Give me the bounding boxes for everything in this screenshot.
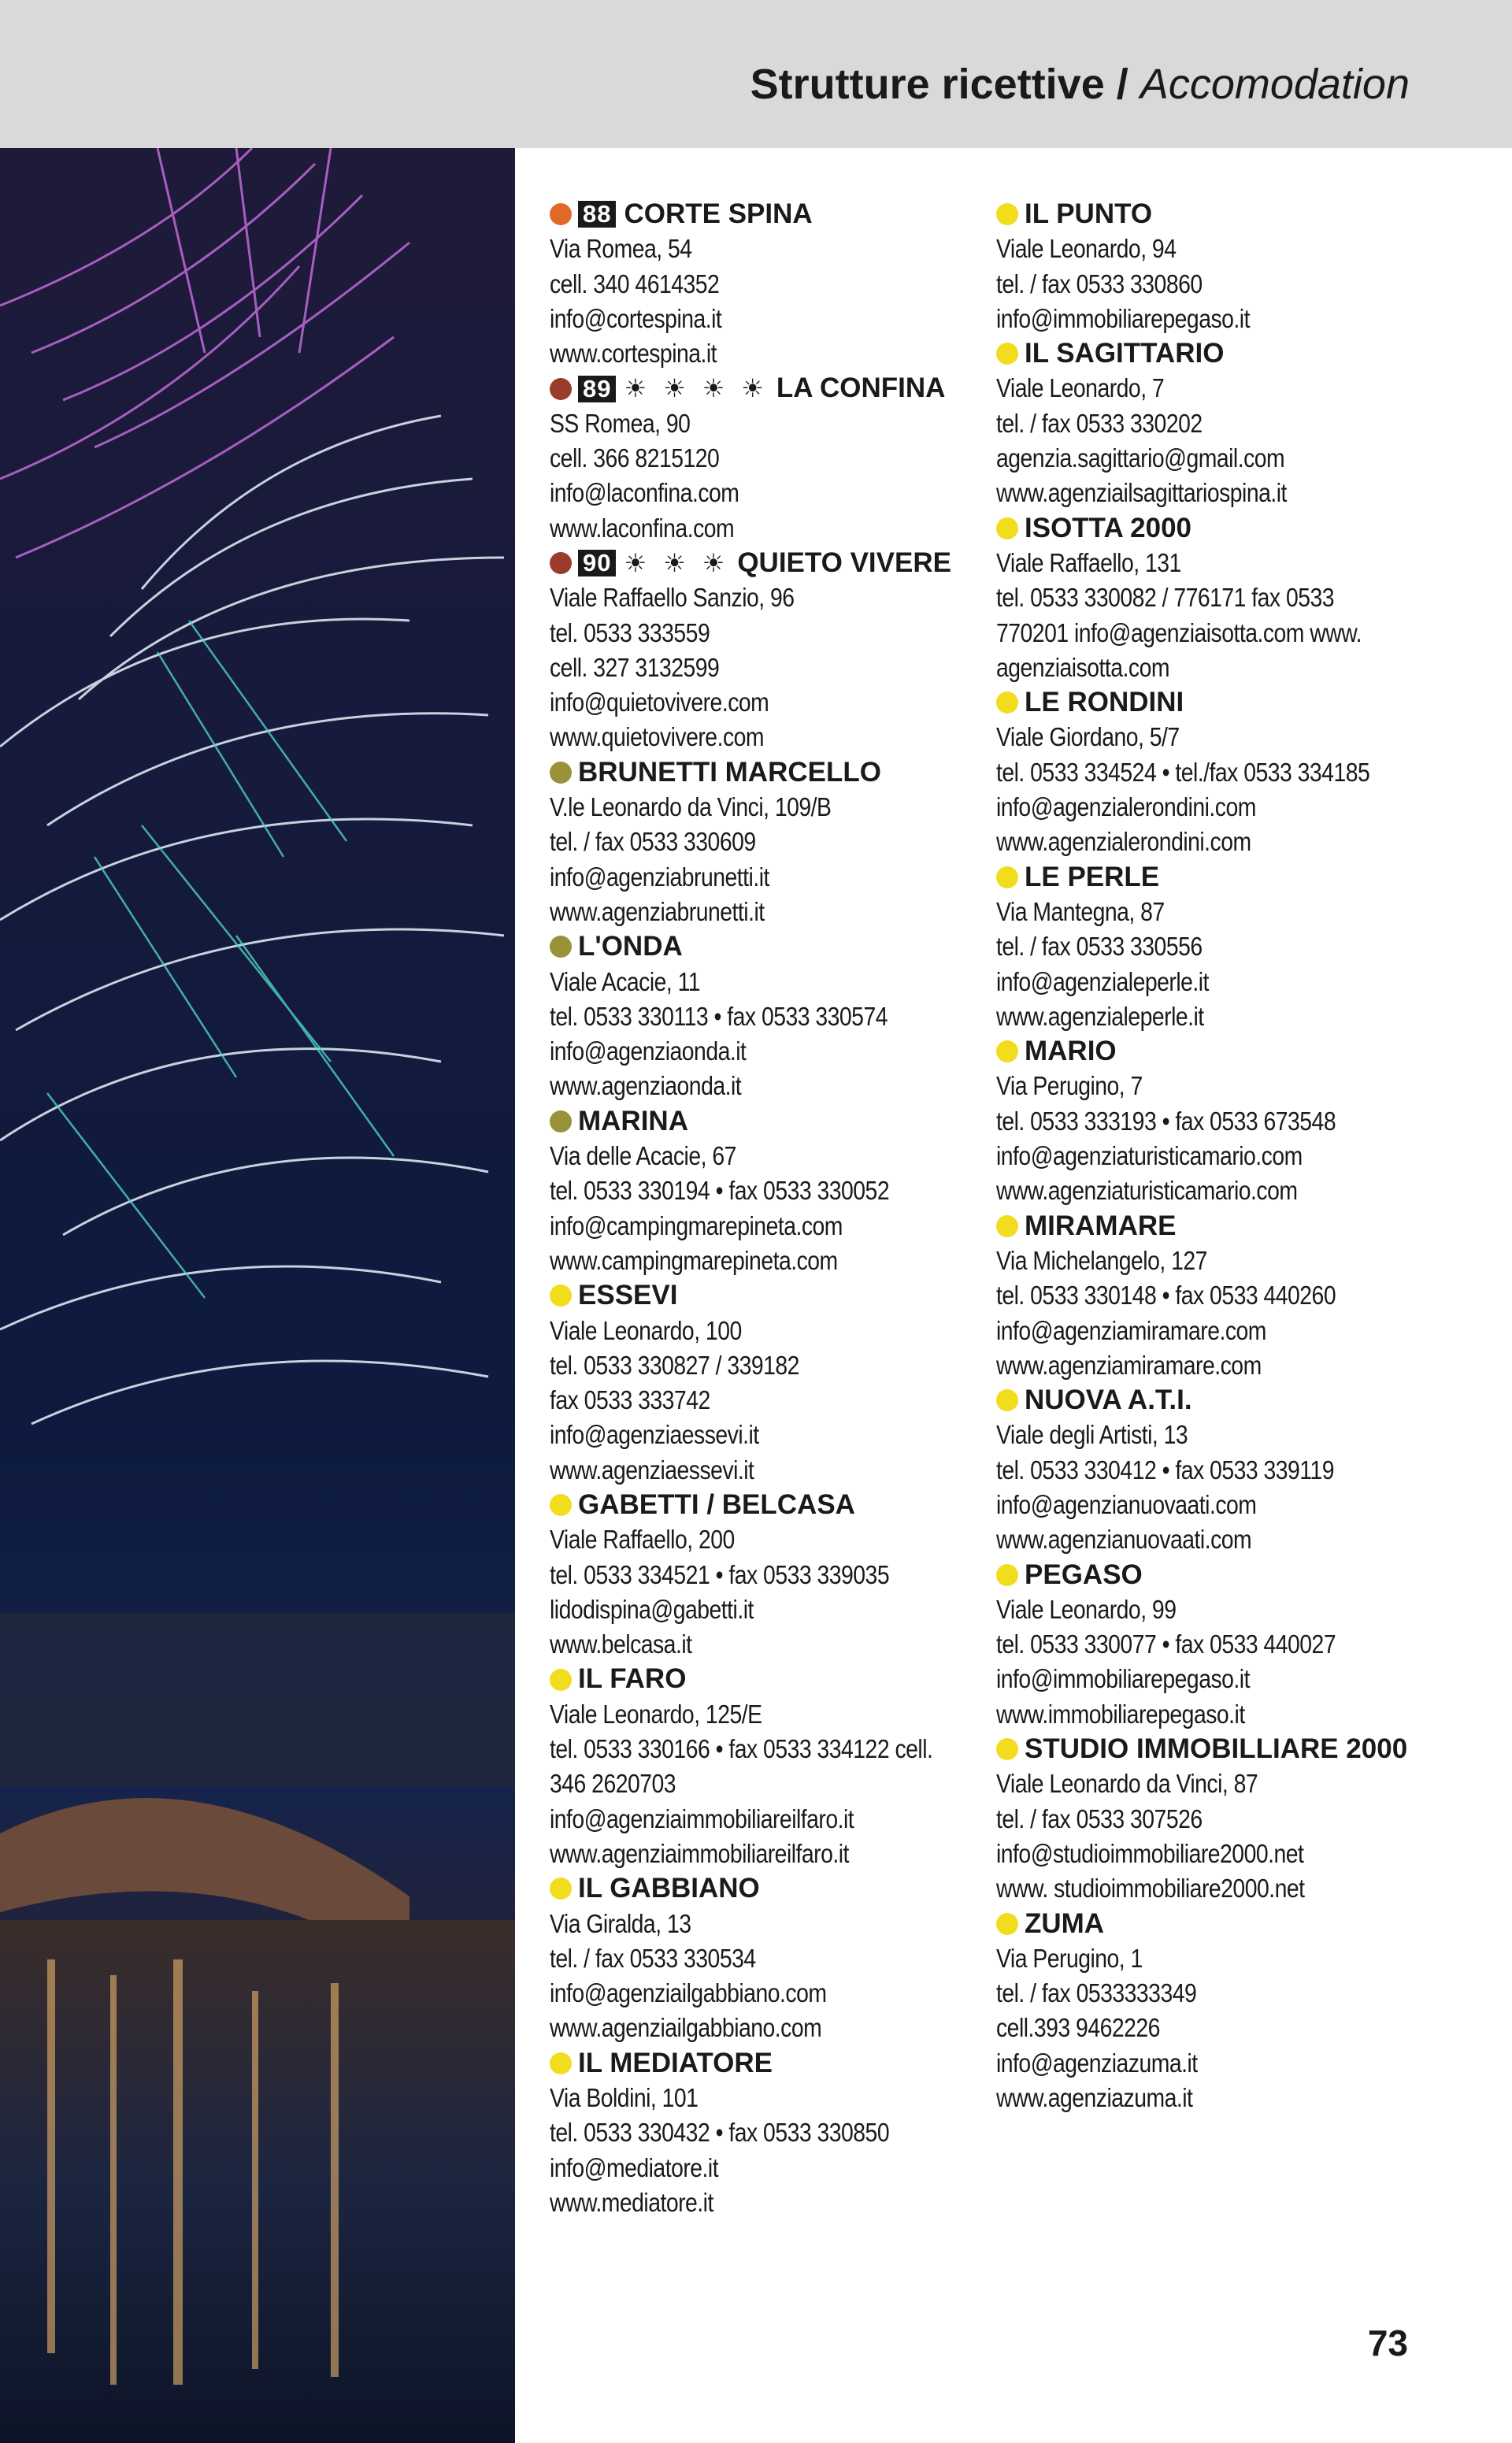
listing-detail-text: www.agenzialerondini.com: [996, 827, 1251, 857]
listing-entry: [550, 1278, 1022, 1488]
listing-detail-line: [996, 232, 1469, 266]
listing-detail-text: info@quietovivere.com: [550, 688, 769, 717]
listing-detail-line: [550, 685, 1022, 720]
listing-entry: [996, 197, 1469, 336]
listing-heading: [550, 1278, 1022, 1313]
listing-detail-text: Viale Leonardo, 125/E: [550, 1699, 762, 1729]
listing-detail-line: [550, 1453, 1022, 1488]
listing-detail-text: info@agenziailgabbiano.com: [550, 1978, 827, 2008]
listing-heading: [550, 546, 1022, 580]
listing-entry: [996, 1034, 1469, 1208]
listing-detail-line: [550, 1766, 1022, 1801]
listing-detail-text: Via Michelangelo, 127: [996, 1245, 1207, 1275]
listing-detail-line: [996, 1488, 1469, 1522]
listing-detail-line: [996, 1766, 1469, 1801]
listing-detail-text: Viale Leonardo, 100: [550, 1315, 742, 1345]
listing-detail-text: info@immobiliarepegaso.it: [996, 303, 1250, 333]
listing-detail-line: [996, 1348, 1469, 1383]
listing-detail-line: [996, 965, 1469, 999]
fireworks-illustration: [0, 148, 515, 2443]
listing-detail-line: [996, 755, 1469, 790]
listing-detail-text: Viale Raffaello, 200: [550, 1525, 735, 1555]
listing-detail-text: www.agenziailgabbiano.com: [550, 2013, 822, 2043]
listing-detail-text: www. studioimmobiliare2000.net: [996, 1874, 1305, 1904]
listing-detail-text: www.agenzianuovaati.com: [996, 1525, 1252, 1555]
listing-detail-text: info@agenziaturisticamario.com: [996, 1141, 1303, 1171]
listing-detail-text: Via Perugino, 1: [996, 1943, 1143, 1973]
listing-heading: [996, 685, 1469, 720]
listing-detail-line: [550, 1802, 1022, 1837]
listing-detail-line: [550, 1383, 1022, 1418]
listing-heading: [996, 511, 1469, 546]
listing-detail-line: [550, 1034, 1022, 1069]
listing-detail-text: tel. 0533 333559: [550, 617, 710, 647]
listing-detail-text: info@campingmarepineta.com: [550, 1210, 843, 1240]
listing-name: MARIO: [1025, 1036, 1117, 1067]
listing-detail-line: [996, 1173, 1469, 1208]
listing-detail-text: Via Perugino, 7: [996, 1071, 1143, 1101]
listing-detail-line: [550, 860, 1022, 895]
category-dot-icon: [550, 378, 572, 400]
listing-detail-line: [996, 1976, 1469, 2011]
listing-detail-text: info@agenziazuma.it: [996, 2048, 1198, 2078]
listing-detail-text: tel. / fax 0533 307526: [996, 1804, 1203, 1833]
listing-entry: [550, 2046, 1022, 2220]
star-rating-sun-icons: ☀ ☀ ☀ ☀: [624, 374, 769, 403]
listing-detail-text: Via Boldini, 101: [550, 2083, 699, 2113]
category-dot-icon: [996, 1564, 1018, 1586]
listing-detail-text: tel. 0533 330113 • fax 0533 330574: [550, 1001, 888, 1031]
listing-detail-text: www.cortespina.it: [550, 339, 717, 369]
listing-heading: [996, 1732, 1469, 1766]
listing-heading: [996, 1907, 1469, 1941]
listing-name: BRUNETTI MARCELLO: [578, 756, 881, 788]
listing-detail-text: info@agenzialeperle.it: [996, 966, 1209, 996]
listing-detail-line: [550, 2151, 1022, 2185]
listing-detail-line: [550, 895, 1022, 929]
listing-name: STUDIO IMMOBILLIARE 2000: [1025, 1733, 1408, 1765]
category-dot-icon: [550, 762, 572, 784]
listing-detail-text: 346 2620703: [550, 1769, 676, 1799]
listing-detail-line: [996, 1069, 1469, 1103]
category-dot-icon: [996, 1389, 1018, 1411]
listing-heading: [550, 371, 1022, 406]
listing-detail-line: [996, 1453, 1469, 1488]
listing-detail-text: tel. 0533 333193 • fax 0533 673548: [996, 1106, 1336, 1136]
listing-detail-text: 770201 info@agenziaisotta.com www.: [996, 617, 1362, 647]
listing-detail-line: [996, 546, 1469, 580]
listing-detail-line: [550, 1837, 1022, 1871]
title-english: Accomodation: [1140, 61, 1410, 108]
listing-detail-line: [996, 1139, 1469, 1173]
listing-detail-line: [550, 267, 1022, 302]
listing-detail-line: [996, 371, 1469, 406]
listing-detail-line: [996, 1592, 1469, 1627]
page-header: [0, 0, 1512, 148]
listing-detail-line: [550, 720, 1022, 754]
listing-detail-line: [996, 790, 1469, 825]
listing-entry: [996, 1732, 1469, 1906]
listing-entry: [550, 755, 1022, 929]
listing-name: LA CONFINA: [776, 373, 946, 404]
listing-detail-line: [996, 929, 1469, 964]
listing-detail-text: Via Giralda, 13: [550, 1908, 691, 1938]
listing-detail-line: [550, 1244, 1022, 1278]
listing-heading: [550, 1871, 1022, 1906]
listing-detail-text: Viale Raffaello Sanzio, 96: [550, 583, 795, 613]
listing-name: ZUMA: [1025, 1907, 1105, 1939]
listing-detail-line: [550, 1209, 1022, 1244]
category-dot-icon: [996, 691, 1018, 714]
listing-entry: [996, 685, 1469, 859]
listing-detail-text: tel. 0533 330432 • fax 0533 330850: [550, 2118, 890, 2148]
listing-detail-line: [550, 1522, 1022, 1557]
listing-detail-text: tel. / fax 0533 330534: [550, 1943, 756, 1973]
category-dot-icon: [996, 203, 1018, 225]
listing-detail-text: info@agenziaimmobiliareilfaro.it: [550, 1804, 854, 1833]
listing-heading: [550, 197, 1022, 232]
category-dot-icon: [996, 1215, 1018, 1237]
listing-detail-line: [996, 1627, 1469, 1662]
listing-detail-text: www.agenziaonda.it: [550, 1071, 742, 1101]
listing-detail-line: [550, 1976, 1022, 2011]
listing-heading: [996, 860, 1469, 895]
listing-detail-text: lidodispina@gabetti.it: [550, 1594, 754, 1624]
listing-detail-text: www.agenzialeperle.it: [996, 1001, 1204, 1031]
listing-detail-line: [996, 476, 1469, 510]
listing-detail-line: [996, 1314, 1469, 1348]
listing-detail-text: Viale Leonardo, 99: [996, 1594, 1177, 1624]
category-dot-icon: [550, 1285, 572, 1307]
listing-detail-line: [550, 1418, 1022, 1452]
listing-detail-line: [996, 999, 1469, 1034]
listing-detail-text: info@agenziamiramare.com: [996, 1315, 1266, 1345]
listing-detail-line: [550, 232, 1022, 266]
listing-detail-line: [996, 1244, 1469, 1278]
listing-detail-text: tel. 0533 330827 / 339182: [550, 1350, 799, 1380]
listing-detail-text: info@cortespina.it: [550, 303, 722, 333]
listing-detail-text: info@agenzianuovaati.com: [996, 1489, 1257, 1519]
title-separator: /: [1116, 61, 1128, 108]
listing-detail-line: [996, 1104, 1469, 1139]
listing-heading: [996, 1034, 1469, 1069]
listing-name: LE RONDINI: [1025, 687, 1184, 718]
listing-detail-line: [550, 825, 1022, 859]
listing-detail-text: tel. / fax 0533 330860: [996, 269, 1203, 298]
listing-heading: [996, 1558, 1469, 1592]
listing-detail-line: [550, 965, 1022, 999]
listing-heading: [550, 929, 1022, 964]
listing-name: NUOVA A.T.I.: [1025, 1385, 1192, 1416]
listing-entry: [550, 371, 1022, 545]
listing-name: IL FARO: [578, 1663, 687, 1695]
listing-detail-line: [996, 1278, 1469, 1313]
listing-heading: [996, 336, 1469, 371]
page-title: [750, 49, 1410, 120]
listing-name: PEGASO: [1025, 1559, 1143, 1590]
listing-detail-text: V.le Leonardo da Vinci, 109/B: [550, 792, 832, 822]
listing-name: MIRAMARE: [1025, 1210, 1177, 1241]
listing-detail-text: Viale Acacie, 11: [550, 966, 701, 996]
listing-detail-text: www.campingmarepineta.com: [550, 1245, 838, 1275]
listing-entry: [996, 1907, 1469, 2116]
listing-detail-line: [996, 441, 1469, 476]
category-dot-icon: [550, 1110, 572, 1133]
listing-detail-text: info@studioimmobiliare2000.net: [996, 1838, 1304, 1868]
listing-detail-line: [996, 1871, 1469, 1906]
listing-detail-text: tel. 0533 330412 • fax 0533 339119: [996, 1455, 1334, 1485]
listing-detail-line: [550, 1069, 1022, 1103]
listing-detail-line: [996, 580, 1469, 615]
category-dot-icon: [550, 2052, 572, 2074]
listing-detail-line: [996, 1418, 1469, 1452]
listing-detail-text: info@agenziaessevi.it: [550, 1420, 759, 1450]
listing-heading: [996, 1383, 1469, 1418]
listing-detail-line: [996, 406, 1469, 441]
category-dot-icon: [550, 1878, 572, 1900]
listing-detail-text: info@mediatore.it: [550, 2152, 719, 2182]
listing-detail-line: [550, 616, 1022, 651]
listing-detail-text: info@agenziabrunetti.it: [550, 862, 769, 892]
title-italian: Strutture ricettive: [750, 61, 1105, 108]
listing-heading: [996, 197, 1469, 232]
listing-detail-line: [550, 999, 1022, 1034]
listing-detail-text: info@agenziaonda.it: [550, 1036, 747, 1066]
listing-detail-text: agenziaisotta.com: [996, 652, 1169, 682]
listing-detail-line: [550, 1139, 1022, 1173]
listing-detail-line: [550, 790, 1022, 825]
listing-detail-text: www.agenziaimmobiliareilfaro.it: [550, 1838, 849, 1868]
listing-name: IL PUNTO: [1025, 198, 1153, 229]
listing-detail-text: fax 0533 333742: [550, 1385, 710, 1415]
listing-detail-text: www.immobiliarepegaso.it: [996, 1699, 1245, 1729]
category-dot-icon: [996, 1738, 1018, 1760]
listing-entry: [550, 1104, 1022, 1278]
listing-entry: [550, 1871, 1022, 2045]
listing-detail-text: tel. 0533 330148 • fax 0533 440260: [996, 1281, 1336, 1310]
category-dot-icon: [996, 517, 1018, 539]
category-dot-icon: [550, 203, 572, 225]
listing-detail-text: www.agenziamiramare.com: [996, 1350, 1262, 1380]
listing-detail-line: [996, 2046, 1469, 2081]
listing-entry: [550, 197, 1022, 371]
listing-name: ESSEVI: [578, 1280, 678, 1311]
listing-entry: [550, 929, 1022, 1103]
listing-detail-text: Viale Leonardo da Vinci, 87: [996, 1769, 1258, 1799]
page-number: 73: [1367, 2323, 1408, 2363]
listing-detail-line: [550, 1941, 1022, 1976]
listing-detail-line: [996, 1802, 1469, 1837]
listing-entry: [550, 1662, 1022, 1871]
listing-detail-line: [550, 1732, 1022, 1766]
listing-column-right: [996, 197, 1469, 2115]
listing-detail-line: [550, 336, 1022, 371]
star-rating-sun-icons: ☀ ☀ ☀: [624, 548, 730, 577]
listing-detail-line: [550, 1627, 1022, 1662]
listing-detail-text: Viale Leonardo, 7: [996, 373, 1165, 403]
listing-detail-line: [550, 1173, 1022, 1208]
category-dot-icon: [550, 552, 572, 574]
listing-detail-line: [996, 616, 1469, 651]
listing-detail-line: [550, 476, 1022, 510]
listing-entry: [996, 1383, 1469, 1557]
listing-detail-text: cell.393 9462226: [996, 2013, 1160, 2043]
listing-heading: [550, 1662, 1022, 1696]
listing-detail-line: [996, 720, 1469, 754]
listing-detail-line: [996, 1941, 1469, 1976]
listing-detail-line: [996, 825, 1469, 859]
listing-detail-line: [996, 1837, 1469, 1871]
listing-detail-line: [550, 2115, 1022, 2150]
listing-detail-line: [550, 580, 1022, 615]
listing-detail-line: [996, 302, 1469, 336]
listing-detail-text: tel. / fax 0533 330202: [996, 408, 1203, 438]
listing-detail-text: tel. 0533 334524 • tel./fax 0533 334185: [996, 757, 1370, 787]
listing-detail-line: [550, 2011, 1022, 2045]
listing-detail-line: [996, 267, 1469, 302]
listing-detail-text: tel. 0533 330077 • fax 0533 440027: [996, 1629, 1336, 1659]
listing-name: L'ONDA: [578, 931, 683, 962]
listing-detail-line: [996, 2011, 1469, 2045]
listing-heading: [550, 2046, 1022, 2081]
listing-detail-text: tel. 0533 334521 • fax 0533 339035: [550, 1559, 890, 1589]
fireworks-photo: [0, 148, 515, 2443]
listing-detail-line: [996, 1697, 1469, 1732]
category-dot-icon: [996, 1913, 1018, 1935]
listing-detail-line: [996, 1522, 1469, 1557]
listing-detail-text: tel. / fax 0533333349: [996, 1978, 1197, 2008]
listing-name: QUIETO VIVERE: [737, 547, 951, 578]
listing-detail-text: info@agenzialerondini.com: [996, 792, 1256, 822]
listing-heading: [550, 755, 1022, 790]
listing-detail-text: Viale degli Artisti, 13: [996, 1420, 1188, 1450]
listing-entry: [550, 546, 1022, 755]
listing-name: LE PERLE: [1025, 861, 1160, 892]
listing-detail-text: Viale Leonardo, 94: [996, 234, 1177, 264]
listing-detail-text: cell. 327 3132599: [550, 652, 720, 682]
listing-detail-line: [550, 1314, 1022, 1348]
listing-detail-line: [996, 1662, 1469, 1696]
listing-name: GABETTI / BELCASA: [578, 1488, 855, 1520]
listing-detail-line: [996, 895, 1469, 929]
map-number-badge: 89: [578, 376, 616, 402]
listing-entry: [996, 1209, 1469, 1383]
listing-detail-line: [550, 651, 1022, 685]
category-dot-icon: [996, 1040, 1018, 1062]
listing-detail-line: [996, 2081, 1469, 2115]
listing-detail-text: Viale Giordano, 5/7: [996, 722, 1180, 752]
listing-detail-line: [550, 1907, 1022, 1941]
map-number-badge: 90: [578, 550, 616, 576]
listing-detail-text: www.agenziazuma.it: [996, 2083, 1193, 2113]
listing-heading: [550, 1104, 1022, 1139]
listing-column-left: [550, 197, 1022, 2220]
listing-heading: [550, 1488, 1022, 1522]
listing-detail-line: [550, 1592, 1022, 1627]
listing-name: MARINA: [578, 1105, 688, 1136]
listing-detail-line: [550, 1697, 1022, 1732]
listing-detail-line: [550, 441, 1022, 476]
listing-detail-text: tel. 0533 330166 • fax 0533 334122 cell.: [550, 1734, 933, 1764]
category-dot-icon: [550, 1669, 572, 1691]
listing-detail-text: Viale Raffaello, 131: [996, 547, 1181, 577]
listing-detail-text: tel. / fax 0533 330556: [996, 932, 1203, 962]
listing-detail-line: [550, 1558, 1022, 1592]
listing-detail-line: [550, 2081, 1022, 2115]
listing-name: CORTE SPINA: [624, 198, 813, 229]
listing-detail-line: [550, 511, 1022, 546]
listing-detail-text: Via Romea, 54: [550, 234, 692, 264]
listing-detail-text: www.belcasa.it: [550, 1629, 692, 1659]
listing-detail-text: Via delle Acacie, 67: [550, 1141, 736, 1171]
listing-detail-text: www.agenziaessevi.it: [550, 1455, 754, 1485]
listing-detail-text: info@laconfina.com: [550, 478, 739, 508]
listing-detail-line: [550, 406, 1022, 441]
listing-detail-text: cell. 340 4614352: [550, 269, 720, 298]
listing-name: IL MEDIATORE: [578, 2047, 773, 2078]
listing-detail-text: www.agenziaturisticamario.com: [996, 1176, 1298, 1206]
listing-detail-line: [550, 1348, 1022, 1383]
listing-name: IL GABBIANO: [578, 1873, 760, 1904]
listing-detail-text: www.quietovivere.com: [550, 722, 765, 752]
category-dot-icon: [550, 1494, 572, 1516]
listing-detail-text: cell. 366 8215120: [550, 443, 720, 473]
category-dot-icon: [996, 866, 1018, 888]
listing-detail-text: www.mediatore.it: [550, 2187, 713, 2217]
listing-name: ISOTTA 2000: [1025, 512, 1192, 543]
listing-detail-text: SS Romea, 90: [550, 408, 691, 438]
listing-entry: [996, 511, 1469, 685]
category-dot-icon: [550, 936, 572, 958]
listing-detail-text: tel. / fax 0533 330609: [550, 827, 756, 857]
category-dot-icon: [996, 343, 1018, 365]
listing-detail-text: agenzia.sagittario@gmail.com: [996, 443, 1285, 473]
map-number-badge: 88: [578, 201, 616, 228]
listing-name: IL SAGITTARIO: [1025, 338, 1225, 369]
listing-entry: [996, 1558, 1469, 1732]
listing-detail-text: Via Mantegna, 87: [996, 896, 1165, 926]
listing-entry: [996, 336, 1469, 510]
listing-detail-line: [996, 651, 1469, 685]
listing-detail-text: www.agenziabrunetti.it: [550, 896, 765, 926]
listing-detail-text: tel. 0533 330194 • fax 0533 330052: [550, 1176, 890, 1206]
listing-entry: [996, 860, 1469, 1034]
listing-detail-text: tel. 0533 330082 / 776171 fax 0533: [996, 583, 1335, 613]
listing-heading: [996, 1209, 1469, 1244]
listing-detail-line: [550, 2185, 1022, 2220]
listing-detail-text: info@immobiliarepegaso.it: [996, 1664, 1250, 1694]
listing-entry: [550, 1488, 1022, 1662]
listing-detail-text: www.agenziailsagittariospina.it: [996, 478, 1287, 508]
listing-detail-line: [550, 302, 1022, 336]
listing-detail-text: www.laconfina.com: [550, 513, 735, 543]
